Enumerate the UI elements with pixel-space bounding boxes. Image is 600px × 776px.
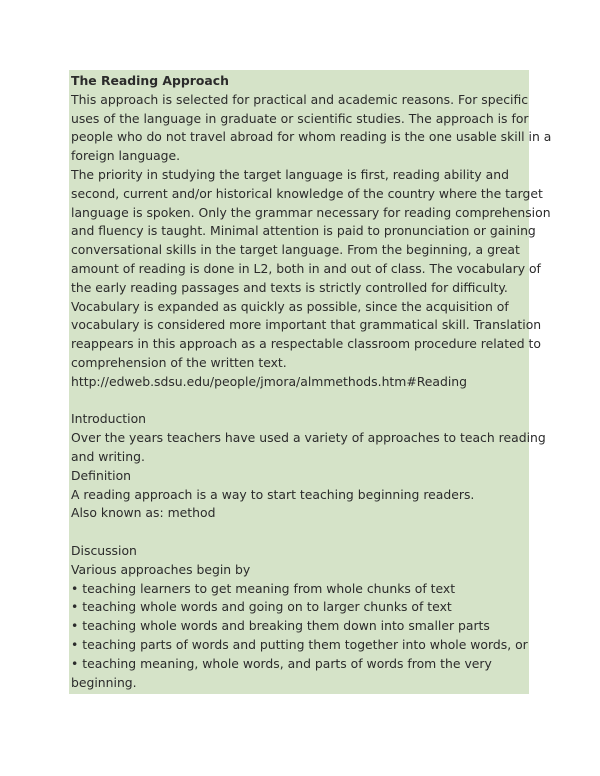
text-line: The priority in studying the target language is first, reading ability and xyxy=(71,166,509,182)
discussion-heading: Discussion xyxy=(71,542,137,558)
text-line: vocabulary is considered more important that grammatical skill. Translation xyxy=(71,317,542,333)
text-line: the early reading passages and texts is strictly controlled for difficulty. xyxy=(71,279,508,295)
source-url: http://edweb.sdsu.edu/people/jmora/almmethods.htm#Reading xyxy=(71,373,468,389)
text-line: This approach is selected for practical and academic reasons. For specific xyxy=(71,91,529,107)
list-item: • teaching learners to get meaning from whole chunks of text xyxy=(71,580,456,596)
also-known-as: Also known as: method xyxy=(71,505,216,521)
list-item: • teaching whole words and breaking them down into smaller parts xyxy=(71,618,490,634)
text-line: foreign language. xyxy=(71,148,181,164)
definition-text: A reading approach is a way to start teaching beginning readers. xyxy=(71,486,475,502)
text-line: second, current and/or historical knowledge of the country where the target xyxy=(71,185,543,201)
discussion-intro: Various approaches begin by xyxy=(71,561,251,577)
text-line: Over the years teachers have used a variety of approaches to teach reading xyxy=(71,430,546,446)
text-line: reappears in this approach as a respectable classroom procedure related to xyxy=(71,336,541,352)
text-line: people who do not travel abroad for whom reading is the one usable skill in a xyxy=(71,129,552,145)
text-line: conversational skills in the target language. From the beginning, a great xyxy=(71,242,520,258)
introduction-heading: Introduction xyxy=(71,411,147,427)
bullet-list xyxy=(71,580,533,693)
document-title: The Reading Approach xyxy=(71,73,229,88)
list-item: • teaching whole words and going on to larger chunks of text xyxy=(71,599,452,615)
blank-line xyxy=(71,523,533,542)
list-item: • teaching parts of words and putting them together into whole words, or xyxy=(71,636,528,652)
paragraph-purpose xyxy=(71,91,552,166)
text-line: comprehension of the written text. xyxy=(71,354,287,370)
text-line: uses of the language in graduate or scientific studies. The approach is for xyxy=(71,110,529,126)
text-line: amount of reading is done in L2, both in and out of class. The vocabulary of xyxy=(71,260,541,276)
list-item: beginning. xyxy=(71,674,137,690)
definition-heading: Definition xyxy=(71,467,131,483)
blank-line xyxy=(71,392,533,411)
document-body xyxy=(71,72,552,692)
paragraph-priority xyxy=(71,166,551,373)
text-line: language is spoken. Only the grammar necessary for reading comprehension xyxy=(71,204,551,220)
text-line: and writing. xyxy=(71,448,145,464)
text-line: and fluency is taught. Minimal attention is paid to pronunciation or gaining xyxy=(71,223,536,239)
introduction-paragraph xyxy=(71,429,546,467)
list-item: • teaching meaning, whole words, and parts of words from the very xyxy=(71,655,492,671)
text-line: Vocabulary is expanded as quickly as possible, since the acquisition of xyxy=(71,298,509,314)
